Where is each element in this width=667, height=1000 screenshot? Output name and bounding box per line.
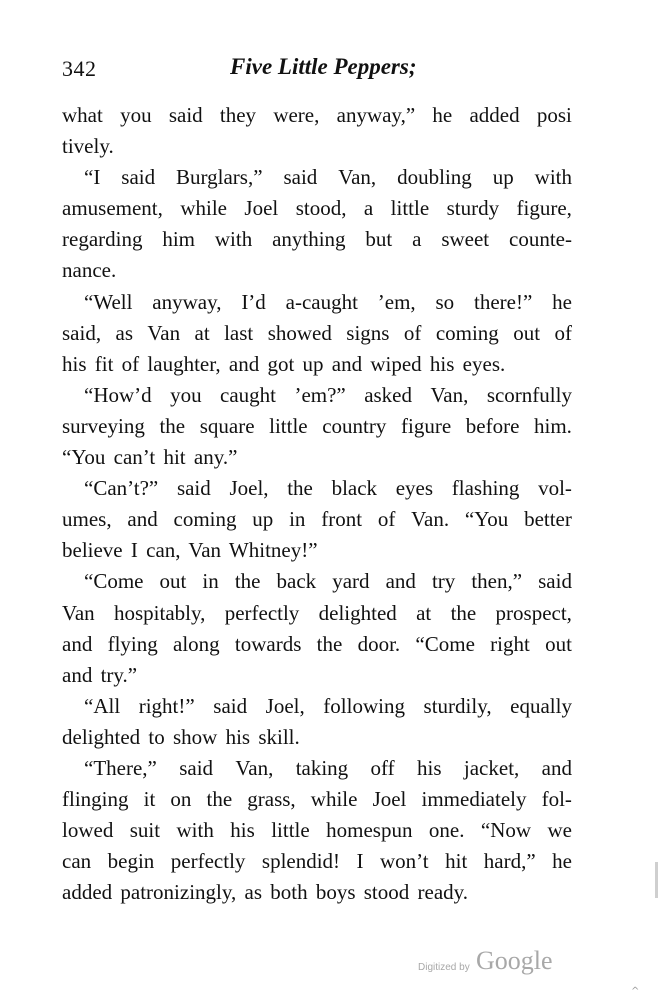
word: he	[552, 289, 572, 314]
word: sturdily,	[423, 693, 492, 718]
word: showed	[267, 320, 332, 345]
word: what	[62, 103, 103, 127]
word: regarding	[62, 227, 143, 252]
word: flinging	[62, 787, 129, 812]
word: a	[412, 227, 422, 252]
word: his	[417, 755, 442, 780]
word: front	[321, 507, 363, 532]
word: delighted	[318, 600, 397, 625]
word: up	[252, 507, 274, 532]
word: Van	[147, 320, 181, 345]
word: following	[323, 693, 405, 718]
word: the	[287, 476, 313, 501]
word: out	[159, 569, 187, 594]
word: yard	[332, 569, 370, 594]
word: said,	[62, 320, 102, 345]
word: sweet	[441, 227, 490, 252]
word: and	[541, 755, 572, 780]
word: said	[213, 693, 248, 718]
word: sturdy	[446, 196, 500, 221]
word: you	[120, 103, 152, 127]
word: while	[310, 787, 358, 812]
word: said	[179, 755, 214, 780]
text-line	[62, 473, 572, 504]
word: begin	[107, 849, 155, 874]
word: out	[513, 320, 541, 345]
word: immediately	[421, 787, 527, 812]
word: the	[159, 413, 186, 438]
word: as	[115, 320, 133, 345]
word: coming	[173, 507, 237, 532]
word: perfectly	[170, 849, 246, 874]
word: in	[202, 569, 219, 594]
word: Joel,	[229, 476, 269, 501]
text-line	[62, 504, 572, 535]
word: amusement,	[62, 196, 163, 221]
word: Joel	[372, 787, 407, 812]
word: with	[176, 818, 214, 843]
word: Joel	[244, 196, 279, 221]
word: there!”	[474, 289, 533, 314]
word: Joel,	[265, 693, 305, 718]
word: his	[230, 818, 255, 843]
word: Van,	[338, 165, 377, 190]
word: hospitably,	[113, 600, 206, 625]
word: the	[234, 569, 261, 594]
digitized-label: Digitized by	[418, 962, 470, 973]
word: the	[450, 600, 477, 625]
word: surveying	[62, 413, 145, 438]
word: try	[431, 569, 456, 594]
text-line	[62, 411, 572, 442]
word: of	[554, 320, 572, 345]
word: grass,	[247, 787, 296, 812]
word: you	[170, 382, 202, 407]
word: Burglars,”	[176, 165, 263, 190]
word: perfectly	[224, 600, 300, 625]
word: on	[170, 787, 192, 812]
word: and	[385, 569, 416, 594]
word: “Now	[480, 818, 532, 843]
word: anyway,”	[336, 103, 416, 127]
word: door.	[357, 631, 401, 656]
word: equally	[510, 693, 572, 718]
word: along	[173, 631, 220, 656]
body-text	[62, 100, 572, 908]
word: posi	[536, 103, 572, 127]
word: won’t	[380, 849, 429, 874]
word: and	[62, 631, 93, 656]
word: the	[316, 631, 343, 656]
word: anything	[272, 227, 346, 252]
word: caught	[220, 382, 277, 407]
word: but	[365, 227, 393, 252]
word: “Come	[415, 631, 475, 656]
scan-edge-mark	[655, 862, 658, 898]
text-line: and try.”	[62, 662, 138, 687]
word: ’em,	[377, 289, 416, 314]
word: umes,	[62, 507, 112, 532]
word: asked	[364, 382, 413, 407]
text-line: tively.	[62, 134, 114, 159]
word: “You	[464, 507, 509, 532]
word: one.	[428, 818, 465, 843]
text-line	[62, 100, 572, 131]
word: homespun	[326, 818, 413, 843]
word: we	[547, 818, 572, 843]
text-line	[62, 598, 572, 629]
word: him	[162, 227, 195, 252]
word: up	[492, 165, 514, 190]
word: Van,	[235, 755, 274, 780]
word: last	[224, 320, 254, 345]
word: suit	[129, 818, 161, 843]
word: figure	[401, 413, 452, 438]
word: he	[552, 849, 572, 874]
text-line	[62, 380, 572, 411]
word: right!”	[138, 693, 195, 718]
word: said	[538, 569, 572, 594]
word: little	[269, 413, 308, 438]
text-line	[62, 815, 572, 846]
text-line: his fit of laughter, and got up and wiped his eyes.	[62, 351, 506, 376]
word: and	[127, 507, 158, 532]
text-line	[62, 224, 572, 255]
google-label: Google	[476, 946, 553, 975]
word: it	[143, 787, 156, 812]
word: flying	[107, 631, 158, 656]
text-line	[62, 566, 572, 597]
word: of	[403, 320, 422, 345]
word: said	[283, 165, 318, 190]
word: then,”	[471, 569, 523, 594]
word: vol-	[538, 476, 572, 501]
word: said	[121, 165, 156, 190]
word: counte-	[509, 227, 572, 252]
word: ’em?”	[294, 382, 346, 407]
text-line	[62, 629, 572, 660]
word: with	[534, 165, 572, 190]
word: right	[490, 631, 530, 656]
word: while	[180, 196, 227, 221]
word: can	[62, 849, 92, 874]
word: before	[465, 413, 520, 438]
word: with	[214, 227, 253, 252]
word: hit	[445, 849, 468, 874]
word: added	[469, 103, 520, 127]
corner-caret-icon: ^	[631, 986, 640, 997]
word: in	[289, 507, 306, 532]
word: figure,	[516, 196, 572, 221]
word: I	[356, 849, 364, 874]
word: Van	[62, 600, 95, 625]
word: black	[331, 476, 378, 501]
text-line	[62, 318, 572, 349]
word: little	[390, 196, 430, 221]
word: “Well	[84, 289, 133, 314]
word: coming	[435, 320, 499, 345]
text-line	[62, 753, 572, 784]
word: said	[176, 476, 211, 501]
word: taking	[295, 755, 349, 780]
word: were,	[273, 103, 320, 127]
word: splendid!	[261, 849, 341, 874]
word: prospect,	[495, 600, 572, 625]
word: “I	[84, 165, 101, 190]
word: back	[276, 569, 317, 594]
word: scornfully	[486, 382, 572, 407]
text-line: added patronizingly, as both boys stood ready.	[62, 880, 469, 905]
word: so	[435, 289, 455, 314]
word: eyes	[395, 476, 434, 501]
word: of	[377, 507, 396, 532]
text-line	[62, 784, 572, 815]
word: the	[206, 787, 233, 812]
word: “There,”	[84, 755, 157, 780]
word: he	[432, 103, 453, 127]
word: towards	[234, 631, 302, 656]
page-header	[62, 48, 572, 88]
word: out	[545, 631, 572, 656]
word: stood,	[295, 196, 347, 221]
text-line: “You can’t hit any.”	[62, 445, 238, 470]
word: fol-	[541, 787, 572, 812]
word: “How’d	[84, 382, 152, 407]
word: anyway,	[152, 289, 222, 314]
google-watermark	[418, 946, 588, 982]
word: little	[271, 818, 310, 843]
word: lowed	[62, 818, 114, 843]
text-line	[62, 846, 572, 877]
text-line	[62, 193, 572, 224]
word: “Can’t?”	[84, 476, 159, 501]
text-line: believe I can, Van Whitney!”	[62, 538, 318, 563]
text-line: delighted to show his skill.	[62, 724, 300, 749]
word: better	[524, 507, 572, 532]
word: off	[370, 755, 395, 780]
text-line	[62, 287, 572, 318]
word: signs	[346, 320, 390, 345]
word: at	[194, 320, 210, 345]
word: a-caught	[285, 289, 358, 314]
word: “Come	[84, 569, 144, 594]
word: a	[363, 196, 374, 221]
word: doubling	[397, 165, 472, 190]
word: flashing	[451, 476, 520, 501]
word: said	[168, 103, 203, 127]
word: they	[219, 103, 257, 127]
running-title: Five Little Peppers;	[230, 54, 417, 79]
text-line	[62, 162, 572, 193]
word: jacket,	[463, 755, 520, 780]
word: him.	[534, 413, 572, 438]
word: I’d	[241, 289, 266, 314]
word: at	[416, 600, 432, 625]
word: Van.	[411, 507, 450, 532]
word: square	[199, 413, 255, 438]
word: hard,”	[483, 849, 536, 874]
text-line: nance.	[62, 258, 117, 283]
word: “All	[84, 693, 121, 718]
page-number: 342	[62, 56, 97, 81]
word: country	[322, 413, 387, 438]
word: Van,	[430, 382, 469, 407]
text-line	[62, 691, 572, 722]
